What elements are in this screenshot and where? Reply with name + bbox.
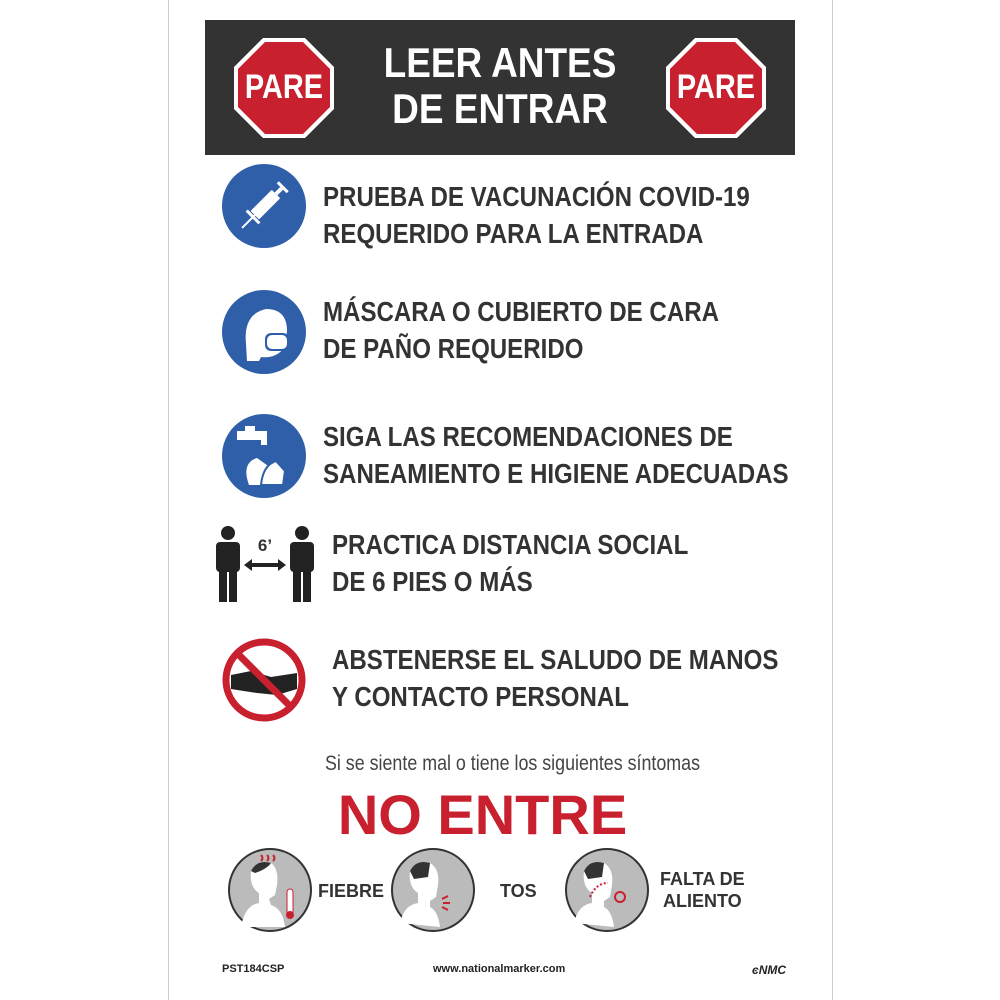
rule-line: PRUEBA DE VACUNACIÓN COVID-19 (323, 181, 750, 212)
brand-logo (752, 963, 786, 977)
face-mask-icon (221, 289, 307, 375)
rule-vaccination (323, 178, 750, 252)
rule-line: DE PAÑO REQUERIDO (323, 333, 584, 364)
stop-sign-label-left: PARE (244, 68, 324, 106)
header-title (359, 40, 641, 132)
logo-swirl-icon: ͼ (752, 963, 759, 977)
symptom-label-line: ALIENTO (662, 891, 742, 911)
header-title-line1: LEER ANTES (383, 39, 617, 86)
fever-icon (227, 847, 313, 933)
no-handshake-icon (221, 637, 307, 723)
rule-line: SANEAMIENTO E HIGIENE ADECUADAS (323, 458, 789, 489)
rule-distance (332, 526, 688, 600)
symptom-fever: FIEBRE (318, 881, 385, 901)
product-code: PST184CSP (222, 963, 285, 975)
website-url: www.nationalmarker.com (433, 963, 566, 975)
rule-line: REQUERIDO PARA LA ENTRADA (323, 218, 704, 249)
brand-text: NMC (758, 963, 787, 977)
rule-line: MÁSCARA O CUBIERTO DE CARA (323, 296, 720, 327)
rule-hygiene (323, 418, 789, 492)
syringe-icon (221, 163, 307, 249)
rule-line: Y CONTACTO PERSONAL (332, 681, 630, 712)
symptom-label-line: FALTA DE (660, 869, 745, 889)
rule-line: ABSTENERSE EL SALUDO DE MANOS (332, 644, 779, 675)
shortness-of-breath-icon (564, 847, 650, 933)
distance-label: 6’ (257, 536, 273, 555)
hand-washing-icon (221, 413, 307, 499)
cough-icon (390, 847, 476, 933)
symptom-shortness-of-breath (660, 868, 745, 912)
symptoms-subtitle: Si se siente mal o tiene los siguientes síntomas (324, 752, 701, 775)
header-title-line2: DE ENTRAR (392, 85, 608, 132)
rule-no-handshake (332, 641, 778, 715)
no-entry-headline: NO ENTRE (337, 783, 628, 846)
rule-mask (323, 293, 719, 367)
symptom-cough: TOS (500, 881, 537, 901)
stop-sign-label-right: PARE (676, 68, 756, 106)
rule-line: DE 6 PIES O MÁS (332, 566, 533, 597)
rule-line: PRACTICA DISTANCIA SOCIAL (332, 529, 689, 560)
rule-line: SIGA LAS RECOMENDACIONES DE (323, 421, 733, 452)
